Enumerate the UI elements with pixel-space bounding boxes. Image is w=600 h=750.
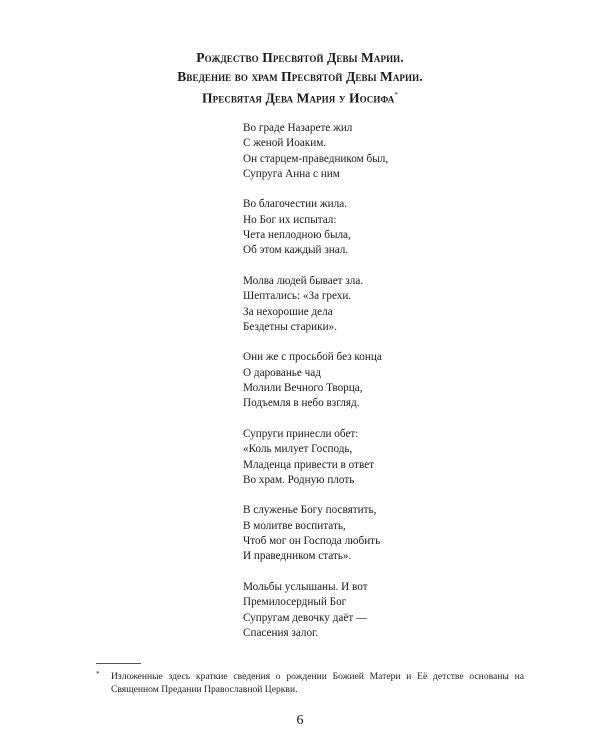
- verse-line: И праведником стать».: [243, 550, 352, 563]
- verse-line: Во храм. Родную плоть: [243, 473, 355, 486]
- stanza: [243, 274, 523, 335]
- footnote: [96, 670, 524, 696]
- verse-line: Они же с просьбой без конца: [243, 351, 382, 364]
- verse-line: Подъемля в небо взгляд.: [243, 397, 360, 410]
- verse-line: Младенца привести в ответ: [243, 458, 375, 471]
- footnote-mark: *: [96, 670, 100, 678]
- poem: [243, 121, 523, 656]
- footnote-text: Изложенные здесь краткие сведения о рождении Божией Матери и Её детстве основаны на Священном Предании Православной Церкви.: [111, 671, 524, 695]
- stanza: [243, 503, 523, 564]
- verse-line: Супругам девочку даёт —: [243, 611, 368, 624]
- verse-line: Премилосердный Бог: [243, 596, 347, 609]
- footnote-divider: [96, 663, 141, 664]
- verse-line: Чета неплодною была,: [243, 229, 351, 242]
- verse-line: Спасения залог.: [243, 626, 319, 639]
- title-line-2: Введение во храм Пресвятой Девы Марии.: [177, 69, 423, 84]
- chapter-title: [0, 48, 600, 108]
- stanza: [243, 580, 523, 641]
- verse-line: «Коль милует Господь,: [243, 443, 353, 456]
- page-number: 6: [296, 713, 304, 728]
- verse-line: Он старцем-праведником был,: [243, 152, 389, 165]
- stanza: [243, 197, 523, 258]
- verse-line: Шептались: «За грехи.: [243, 290, 352, 303]
- title-line-1: Рождество Пресвятой Девы Марии.: [196, 50, 404, 65]
- title-footnote-mark: *: [394, 91, 398, 99]
- verse-line: За нехорошие дела: [243, 305, 333, 318]
- verse-line: Бездетны старики».: [243, 320, 337, 333]
- stanza: [243, 427, 523, 488]
- verse-line: Супруги принесли обет:: [243, 427, 359, 440]
- verse-line: Молва людей бывает зла.: [243, 274, 364, 287]
- verse-line: С женой Иоаким.: [243, 137, 327, 150]
- verse-line: Об этом каждый знал.: [243, 244, 349, 257]
- stanza: [243, 121, 523, 182]
- verse-line: Мольбы услышаны. И вот: [243, 580, 368, 593]
- verse-line: В молитве воспитать,: [243, 519, 346, 532]
- verse-line: Молили Вечного Творца,: [243, 382, 363, 395]
- verse-line: Супруга Анна с ним: [243, 167, 340, 180]
- verse-line: Но Бог их испытал:: [243, 213, 337, 226]
- verse-line: Во граде Назарете жил: [243, 122, 353, 134]
- verse-line: О дарованье чад: [243, 366, 321, 379]
- verse-line: В служенье Богу посвятить,: [243, 504, 377, 517]
- verse-line: Чтоб мог он Господа любить: [243, 535, 381, 548]
- stanza: [243, 350, 523, 411]
- title-line-3: [0, 86, 600, 108]
- verse-line: Во благочестии жила.: [243, 198, 347, 211]
- title-line-3-text: Пресвятая Дева Мария у Иосифа: [202, 90, 395, 106]
